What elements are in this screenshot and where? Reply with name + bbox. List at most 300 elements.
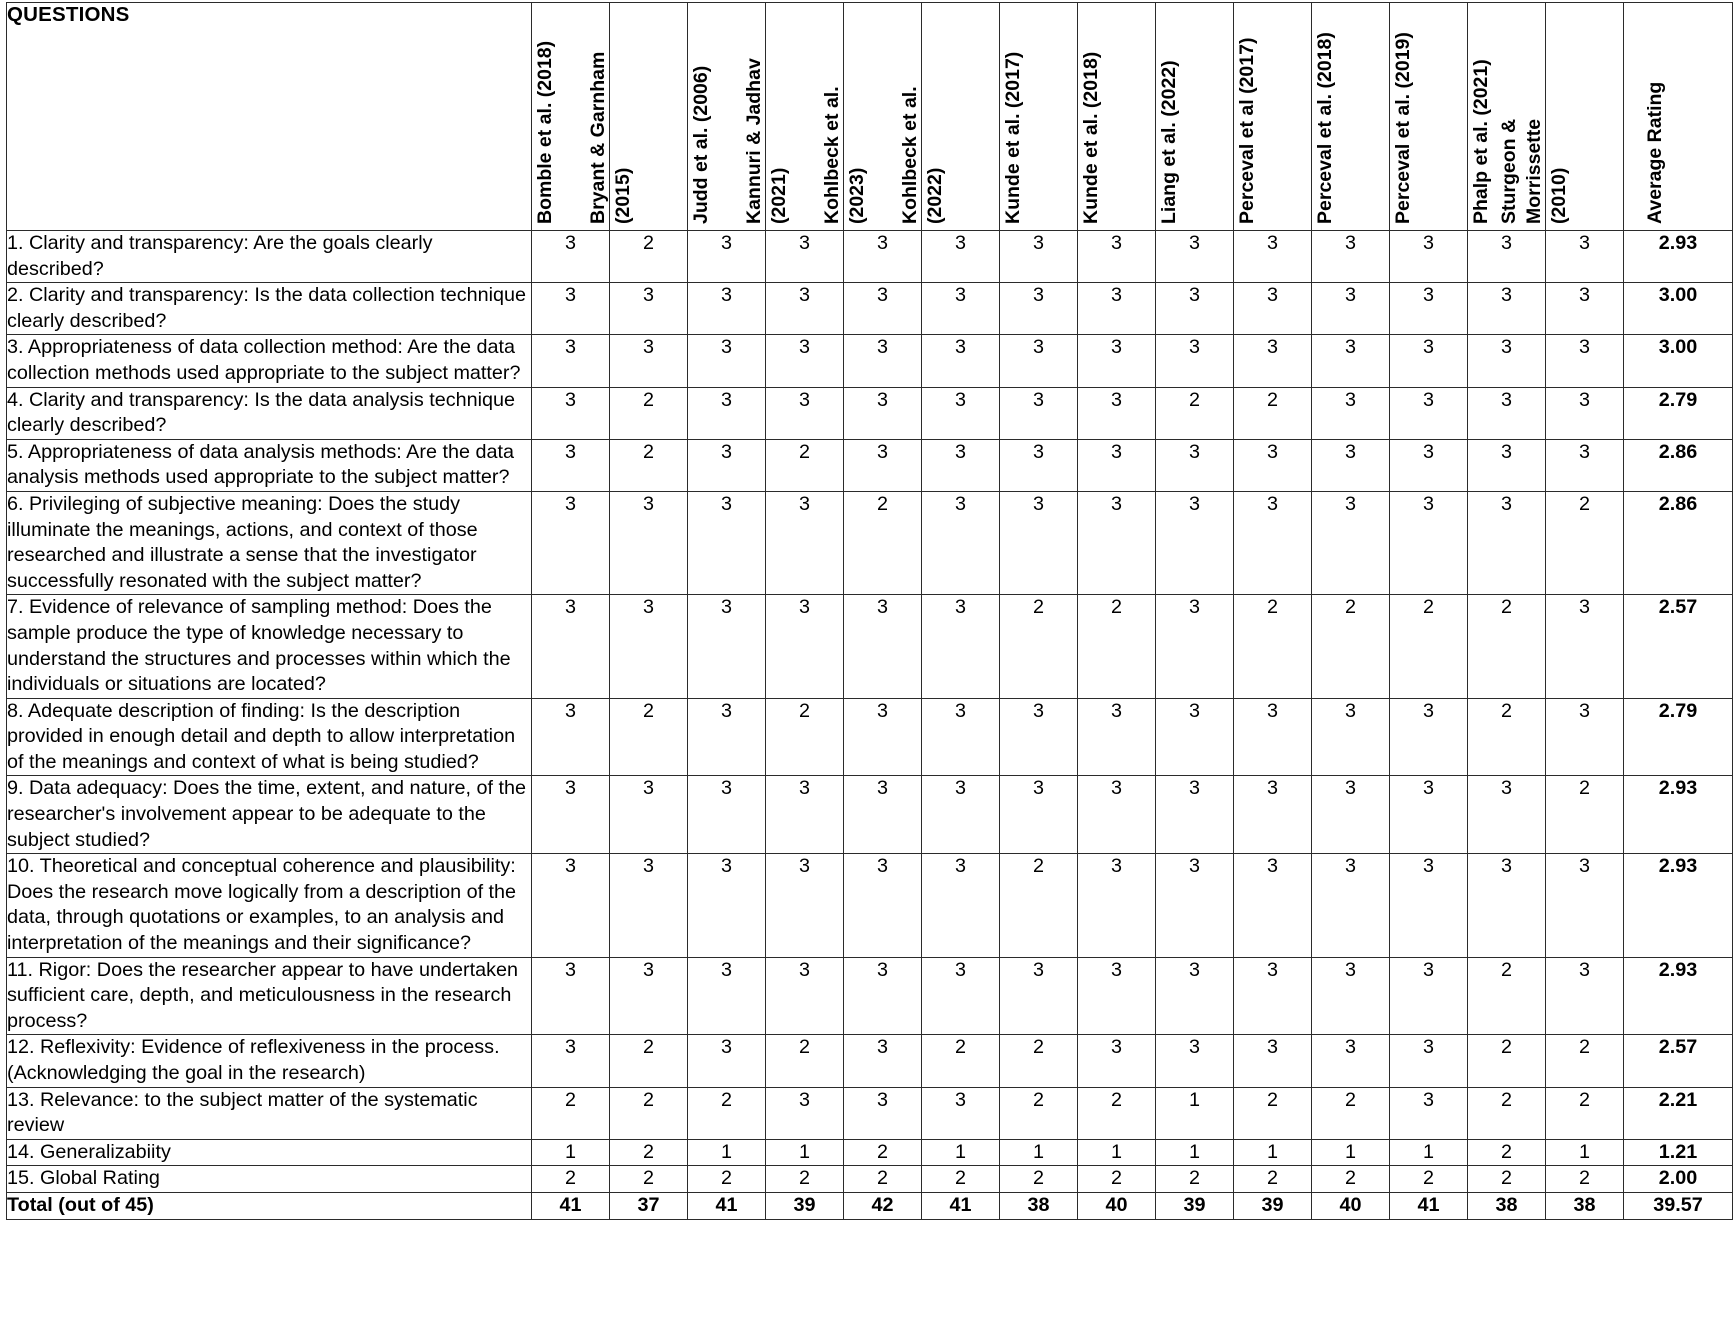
questions-column-header: QUESTIONS bbox=[7, 3, 532, 231]
rating-cell: 3 bbox=[1000, 776, 1078, 854]
study-column-header bbox=[1234, 3, 1312, 231]
rating-cell: 1 bbox=[1312, 1139, 1390, 1166]
total-score-cell: 40 bbox=[1312, 1192, 1390, 1219]
study-header-line: Judd et al. (2006) bbox=[689, 65, 712, 224]
study-header-label bbox=[1497, 119, 1572, 224]
study-header-line: Bomble et al. (2018) bbox=[533, 40, 556, 224]
study-column-header bbox=[1497, 3, 1624, 231]
rating-cell: 3 bbox=[532, 439, 610, 491]
table-row bbox=[7, 231, 1733, 283]
study-header-label bbox=[1001, 52, 1026, 224]
rating-cell: 3 bbox=[1468, 854, 1546, 957]
rating-cell: 3 bbox=[1234, 491, 1312, 594]
rating-cell: 3 bbox=[1156, 439, 1234, 491]
rating-cell: 2 bbox=[1312, 595, 1390, 698]
rating-cell: 3 bbox=[1546, 957, 1624, 1035]
rating-cell: 2 bbox=[610, 1087, 688, 1139]
rating-cell: 1 bbox=[1000, 1139, 1078, 1166]
rating-cell: 3 bbox=[1390, 231, 1468, 283]
rating-cell: 1 bbox=[766, 1139, 844, 1166]
rating-cell: 3 bbox=[1078, 854, 1156, 957]
study-header-label bbox=[1157, 60, 1182, 224]
rating-cell: 3 bbox=[1312, 387, 1390, 439]
rating-cell: 3 bbox=[766, 335, 844, 387]
average-header-label bbox=[1643, 82, 1668, 224]
average-rating-cell: 2.79 bbox=[1624, 698, 1733, 776]
rating-cell: 2 bbox=[610, 439, 688, 491]
average-rating-cell: 2.57 bbox=[1624, 1035, 1733, 1087]
rating-cell: 3 bbox=[688, 776, 766, 854]
study-header-line: Perceval et al. (2019) bbox=[1391, 32, 1414, 224]
rating-cell: 2 bbox=[1546, 776, 1624, 854]
rating-cell: 2 bbox=[1312, 1166, 1390, 1193]
rating-cell: 3 bbox=[1078, 957, 1156, 1035]
question-cell: 8. Adequate description of finding: Is the description provided in enough detail and depth to allow interpretation of the meanings and context of what is being studied? bbox=[7, 698, 532, 776]
rating-cell: 2 bbox=[1000, 595, 1078, 698]
rating-cell: 3 bbox=[1000, 957, 1078, 1035]
rating-cell: 2 bbox=[1468, 1139, 1546, 1166]
rating-cell: 3 bbox=[1234, 335, 1312, 387]
rating-cell: 3 bbox=[1546, 387, 1624, 439]
rating-cell: 3 bbox=[532, 231, 610, 283]
rating-cell: 3 bbox=[1156, 283, 1234, 335]
rating-cell: 3 bbox=[766, 776, 844, 854]
rating-cell: 3 bbox=[1312, 1035, 1390, 1087]
rating-cell: 3 bbox=[922, 776, 1000, 854]
total-score-cell: 40 bbox=[1078, 1192, 1156, 1219]
rating-cell: 3 bbox=[1390, 698, 1468, 776]
rating-cell: 1 bbox=[922, 1139, 1000, 1166]
rating-cell: 3 bbox=[1546, 595, 1624, 698]
total-score-cell: 41 bbox=[688, 1192, 766, 1219]
question-cell: 7. Evidence of relevance of sampling method: Does the sample produce the type of knowledge necessary to understand the structures and processes within which the individuals or situations are located? bbox=[7, 595, 532, 698]
question-cell: 9. Data adequacy: Does the time, extent, and nature, of the researcher's involvement appear to be adequate to the subject studied? bbox=[7, 776, 532, 854]
average-rating-cell: 2.93 bbox=[1624, 957, 1733, 1035]
rating-cell: 3 bbox=[844, 1087, 922, 1139]
rating-cell: 3 bbox=[1390, 491, 1468, 594]
rating-cell: 3 bbox=[688, 1035, 766, 1087]
rating-cell: 2 bbox=[1390, 595, 1468, 698]
rating-cell: 3 bbox=[1546, 854, 1624, 957]
rating-cell: 2 bbox=[1156, 387, 1234, 439]
study-header-label bbox=[1079, 52, 1104, 224]
rating-cell: 3 bbox=[1000, 491, 1078, 594]
rating-cell: 3 bbox=[1546, 283, 1624, 335]
rating-cell: 3 bbox=[1078, 776, 1156, 854]
total-score-cell: 39 bbox=[766, 1192, 844, 1219]
rating-cell: 3 bbox=[1390, 1087, 1468, 1139]
study-header-line: Kohlbeck et al. bbox=[898, 86, 921, 224]
rating-cell: 3 bbox=[1234, 854, 1312, 957]
rating-cell: 3 bbox=[844, 231, 922, 283]
average-rating-cell: 2.57 bbox=[1624, 595, 1733, 698]
rating-cell: 2 bbox=[766, 1166, 844, 1193]
rating-cell: 2 bbox=[1468, 1087, 1546, 1139]
study-header-line: Kannuri & Jadhav bbox=[742, 58, 765, 224]
rating-cell: 3 bbox=[1312, 698, 1390, 776]
rating-cell: 2 bbox=[610, 1139, 688, 1166]
total-score-cell: 38 bbox=[1546, 1192, 1624, 1219]
rating-cell: 2 bbox=[1234, 1087, 1312, 1139]
average-rating-cell: 2.93 bbox=[1624, 854, 1733, 957]
rating-cell: 3 bbox=[844, 698, 922, 776]
study-header-line: (2015) bbox=[611, 167, 634, 224]
rating-cell: 3 bbox=[1000, 439, 1078, 491]
table-row bbox=[7, 387, 1733, 439]
rating-cell: 3 bbox=[688, 698, 766, 776]
rating-cell: 3 bbox=[688, 491, 766, 594]
rating-cell: 3 bbox=[1390, 387, 1468, 439]
study-header-line: Perceval et al. (2018) bbox=[1313, 32, 1336, 224]
rating-cell: 3 bbox=[844, 776, 922, 854]
rating-cell: 2 bbox=[532, 1087, 610, 1139]
rating-cell: 3 bbox=[1390, 854, 1468, 957]
rating-cell: 3 bbox=[610, 957, 688, 1035]
rating-cell: 3 bbox=[922, 231, 1000, 283]
rating-cell: 2 bbox=[532, 1166, 610, 1193]
study-header-line: Sturgeon & bbox=[1497, 118, 1520, 224]
rating-cell: 3 bbox=[922, 387, 1000, 439]
total-score-cell: 39 bbox=[1234, 1192, 1312, 1219]
study-header-label bbox=[1469, 59, 1494, 224]
rating-cell: 3 bbox=[1312, 491, 1390, 594]
total-score-cell: 38 bbox=[1000, 1192, 1078, 1219]
rating-cell: 3 bbox=[1546, 439, 1624, 491]
table-row bbox=[7, 1087, 1733, 1139]
rating-cell: 2 bbox=[1468, 957, 1546, 1035]
rating-cell: 2 bbox=[1390, 1166, 1468, 1193]
rating-cell: 3 bbox=[1078, 491, 1156, 594]
study-header-label bbox=[898, 86, 948, 224]
study-header-label bbox=[742, 58, 792, 224]
rating-cell: 3 bbox=[1000, 335, 1078, 387]
rating-cell: 3 bbox=[1312, 283, 1390, 335]
rating-cell: 3 bbox=[922, 957, 1000, 1035]
total-score-cell: 38 bbox=[1468, 1192, 1546, 1219]
rating-cell: 3 bbox=[922, 854, 1000, 957]
average-rating-cell: 2.93 bbox=[1624, 231, 1733, 283]
rating-cell: 3 bbox=[532, 957, 610, 1035]
rating-cell: 3 bbox=[844, 283, 922, 335]
rating-cell: 2 bbox=[1468, 1035, 1546, 1087]
rating-cell: 3 bbox=[610, 335, 688, 387]
study-column-header bbox=[1390, 3, 1468, 231]
study-column-header bbox=[1312, 3, 1390, 231]
table-row bbox=[7, 335, 1733, 387]
rating-cell: 3 bbox=[610, 854, 688, 957]
rating-cell: 3 bbox=[1312, 335, 1390, 387]
rating-cell: 2 bbox=[1156, 1166, 1234, 1193]
rating-cell: 3 bbox=[844, 854, 922, 957]
rating-cell: 3 bbox=[766, 595, 844, 698]
rating-cell: 3 bbox=[766, 283, 844, 335]
rating-cell: 2 bbox=[1468, 595, 1546, 698]
study-column-header bbox=[586, 3, 688, 231]
table-row bbox=[7, 491, 1733, 594]
rating-cell: 3 bbox=[1390, 283, 1468, 335]
study-header-rotated-wrap bbox=[1312, 10, 1389, 224]
rating-cell: 3 bbox=[1078, 335, 1156, 387]
rating-cell: 3 bbox=[1468, 283, 1546, 335]
rating-cell: 3 bbox=[1156, 491, 1234, 594]
rating-cell: 3 bbox=[844, 957, 922, 1035]
rating-cell: 3 bbox=[922, 698, 1000, 776]
rating-cell: 2 bbox=[844, 491, 922, 594]
rating-cell: 2 bbox=[1546, 1087, 1624, 1139]
rating-cell: 3 bbox=[922, 283, 1000, 335]
rating-cell: 2 bbox=[1000, 1087, 1078, 1139]
rating-cell: 2 bbox=[1234, 1166, 1312, 1193]
rating-cell: 3 bbox=[1156, 957, 1234, 1035]
study-header-line: (2023) bbox=[845, 167, 868, 224]
rating-cell: 3 bbox=[1156, 698, 1234, 776]
question-cell: 6. Privileging of subjective meaning: Does the study illuminate the meanings, actions, and context of those researched and illustrate a sense that the investigator successfully resonated with the subject matter? bbox=[7, 491, 532, 594]
rating-cell: 2 bbox=[610, 387, 688, 439]
rating-cell: 2 bbox=[1546, 1166, 1624, 1193]
rating-cell: 2 bbox=[844, 1139, 922, 1166]
rating-cell: 3 bbox=[610, 776, 688, 854]
rating-cell: 1 bbox=[688, 1139, 766, 1166]
total-score-cell: 41 bbox=[532, 1192, 610, 1219]
rating-cell: 2 bbox=[1000, 1035, 1078, 1087]
study-header-rotated-wrap bbox=[586, 10, 687, 224]
rating-cell: 3 bbox=[1390, 776, 1468, 854]
rating-cell: 2 bbox=[1078, 595, 1156, 698]
study-column-header bbox=[1156, 3, 1234, 231]
rating-cell: 2 bbox=[1546, 491, 1624, 594]
rating-cell: 3 bbox=[1234, 231, 1312, 283]
rating-cell: 1 bbox=[532, 1139, 610, 1166]
study-header-rotated-wrap bbox=[1000, 10, 1077, 224]
study-header-label bbox=[533, 41, 558, 224]
rating-cell: 3 bbox=[532, 854, 610, 957]
rating-cell: 1 bbox=[1234, 1139, 1312, 1166]
rating-cell: 2 bbox=[766, 439, 844, 491]
study-column-header bbox=[898, 3, 1000, 231]
rating-cell: 3 bbox=[922, 439, 1000, 491]
study-header-rotated-wrap bbox=[1390, 10, 1467, 224]
rating-cell: 2 bbox=[1312, 1087, 1390, 1139]
rating-cell: 3 bbox=[1312, 957, 1390, 1035]
total-score-cell: 39 bbox=[1156, 1192, 1234, 1219]
rating-cell: 2 bbox=[1234, 387, 1312, 439]
rating-cell: 3 bbox=[610, 595, 688, 698]
table-row bbox=[7, 1166, 1733, 1193]
rating-cell: 2 bbox=[610, 698, 688, 776]
rating-cell: 3 bbox=[688, 439, 766, 491]
rating-cell: 3 bbox=[532, 698, 610, 776]
rating-cell: 3 bbox=[922, 595, 1000, 698]
rating-cell: 3 bbox=[1312, 231, 1390, 283]
rating-cell: 3 bbox=[922, 335, 1000, 387]
rating-cell: 3 bbox=[532, 283, 610, 335]
average-rating-cell: 2.00 bbox=[1624, 1166, 1733, 1193]
rating-cell: 2 bbox=[922, 1166, 1000, 1193]
study-header-label bbox=[586, 52, 636, 224]
rating-cell: 3 bbox=[1546, 335, 1624, 387]
rating-cell: 3 bbox=[1156, 231, 1234, 283]
rating-cell: 3 bbox=[532, 491, 610, 594]
rating-cell: 2 bbox=[922, 1035, 1000, 1087]
rating-cell: 3 bbox=[1546, 231, 1624, 283]
rating-cell: 3 bbox=[1078, 231, 1156, 283]
rating-cell: 2 bbox=[688, 1087, 766, 1139]
rating-cell: 3 bbox=[766, 1087, 844, 1139]
rating-cell: 2 bbox=[1078, 1087, 1156, 1139]
average-rating-cell: 3.00 bbox=[1624, 335, 1733, 387]
question-cell: 3. Appropriateness of data collection method: Are the data collection methods used appropriate to the subject matter? bbox=[7, 335, 532, 387]
table-row bbox=[7, 1035, 1733, 1087]
study-header-label bbox=[1313, 32, 1338, 224]
study-column-header bbox=[1078, 3, 1156, 231]
rating-cell: 3 bbox=[1000, 283, 1078, 335]
rating-cell: 2 bbox=[1234, 595, 1312, 698]
rating-cell: 3 bbox=[1078, 1035, 1156, 1087]
study-header-line: Phalp et al. (2021) bbox=[1469, 59, 1492, 224]
rating-cell: 3 bbox=[532, 595, 610, 698]
rating-cell: 2 bbox=[610, 1035, 688, 1087]
rating-cell: 3 bbox=[1390, 1035, 1468, 1087]
study-header-label bbox=[820, 86, 870, 224]
rating-cell: 3 bbox=[922, 491, 1000, 594]
rating-cell: 3 bbox=[1078, 698, 1156, 776]
rating-cell: 2 bbox=[1000, 854, 1078, 957]
study-header-label bbox=[1235, 38, 1260, 224]
rating-cell: 3 bbox=[1234, 698, 1312, 776]
total-score-cell: 37 bbox=[610, 1192, 688, 1219]
study-header-line: (2021) bbox=[767, 167, 790, 224]
rating-cell: 3 bbox=[1234, 1035, 1312, 1087]
question-cell: 15. Global Rating bbox=[7, 1166, 532, 1193]
study-header-line: Bryant & Garnham bbox=[586, 51, 609, 224]
table-row bbox=[7, 957, 1733, 1035]
question-cell: 1. Clarity and transparency: Are the goals clearly described? bbox=[7, 231, 532, 283]
table-row bbox=[7, 776, 1733, 854]
rating-cell: 3 bbox=[688, 335, 766, 387]
study-header-rotated-wrap bbox=[1234, 10, 1311, 224]
question-cell: 4. Clarity and transparency: Is the data analysis technique clearly described? bbox=[7, 387, 532, 439]
question-cell: 12. Reflexivity: Evidence of reflexiveness in the process. (Acknowledging the goal in the research) bbox=[7, 1035, 532, 1087]
rating-cell: 3 bbox=[1000, 698, 1078, 776]
rating-cell: 3 bbox=[1468, 387, 1546, 439]
average-header-line: Average Rating bbox=[1644, 81, 1666, 224]
rating-cell: 3 bbox=[1156, 776, 1234, 854]
rating-cell: 2 bbox=[1468, 698, 1546, 776]
average-rating-cell: 2.86 bbox=[1624, 491, 1733, 594]
rating-cell: 3 bbox=[1234, 776, 1312, 854]
average-rating-cell: 2.21 bbox=[1624, 1087, 1733, 1139]
table-row bbox=[7, 1139, 1733, 1166]
table-header bbox=[7, 3, 1733, 231]
rating-cell: 3 bbox=[532, 776, 610, 854]
rating-cell: 3 bbox=[1000, 231, 1078, 283]
total-average-cell: 39.57 bbox=[1624, 1192, 1733, 1219]
question-cell: 2. Clarity and transparency: Is the data collection technique clearly described? bbox=[7, 283, 532, 335]
rating-cell: 1 bbox=[1156, 1139, 1234, 1166]
rating-cell: 3 bbox=[532, 1035, 610, 1087]
total-label-cell: Total (out of 45) bbox=[7, 1192, 532, 1219]
rating-cell: 3 bbox=[844, 335, 922, 387]
study-header-label bbox=[1391, 32, 1416, 224]
question-cell: 5. Appropriateness of data analysis methods: Are the data analysis methods used appropriate to the subject matter? bbox=[7, 439, 532, 491]
average-rating-cell: 2.93 bbox=[1624, 776, 1733, 854]
rating-cell: 3 bbox=[1468, 491, 1546, 594]
table-body bbox=[7, 231, 1733, 1220]
total-score-cell: 41 bbox=[922, 1192, 1000, 1219]
rating-cell: 3 bbox=[1156, 595, 1234, 698]
table-row bbox=[7, 854, 1733, 957]
rating-cell: 1 bbox=[1156, 1087, 1234, 1139]
question-cell: 10. Theoretical and conceptual coherence and plausibility: Does the research move logically from a description of the data, through quotations or examples, to an analysis and interpretation of the meanings and their significance? bbox=[7, 854, 532, 957]
rating-cell: 3 bbox=[1000, 387, 1078, 439]
rating-cell: 3 bbox=[766, 231, 844, 283]
rating-cell: 3 bbox=[1078, 283, 1156, 335]
rating-cell: 1 bbox=[1546, 1139, 1624, 1166]
question-cell: 11. Rigor: Does the researcher appear to have undertaken sufficient care, depth, and meticulousness in the research process? bbox=[7, 957, 532, 1035]
rating-cell: 3 bbox=[1234, 957, 1312, 1035]
rating-cell: 3 bbox=[1312, 439, 1390, 491]
study-header-line: Morrissette bbox=[1522, 118, 1545, 224]
study-header-line: Kohlbeck et al. bbox=[820, 86, 843, 224]
header-row bbox=[7, 3, 1733, 231]
rating-cell: 3 bbox=[688, 854, 766, 957]
rating-cell: 2 bbox=[766, 1035, 844, 1087]
rating-cell: 3 bbox=[766, 854, 844, 957]
average-rating-column-header bbox=[1624, 3, 1733, 231]
rating-cell: 3 bbox=[1078, 387, 1156, 439]
study-header-line: (2010) bbox=[1547, 167, 1570, 224]
rating-cell: 3 bbox=[1234, 439, 1312, 491]
rating-cell: 3 bbox=[844, 1035, 922, 1087]
rating-cell: 3 bbox=[1156, 335, 1234, 387]
rating-cell: 3 bbox=[1390, 957, 1468, 1035]
study-header-label bbox=[689, 66, 714, 224]
average-header-rotated-wrap bbox=[1624, 10, 1732, 224]
table-row bbox=[7, 439, 1733, 491]
quality-appraisal-table bbox=[6, 2, 1733, 1220]
rating-cell: 3 bbox=[844, 439, 922, 491]
rating-cell: 3 bbox=[844, 387, 922, 439]
rating-cell: 1 bbox=[1390, 1139, 1468, 1166]
study-header-line: Kunde et al. (2017) bbox=[1001, 51, 1024, 224]
rating-cell: 3 bbox=[1156, 854, 1234, 957]
rating-cell: 1 bbox=[1078, 1139, 1156, 1166]
study-header-line: Perceval et al (2017) bbox=[1235, 37, 1258, 224]
rating-cell: 3 bbox=[688, 387, 766, 439]
rating-cell: 2 bbox=[1546, 1035, 1624, 1087]
rating-cell: 3 bbox=[766, 387, 844, 439]
rating-cell: 3 bbox=[1312, 776, 1390, 854]
total-score-cell: 41 bbox=[1390, 1192, 1468, 1219]
average-rating-cell: 2.86 bbox=[1624, 439, 1733, 491]
rating-cell: 3 bbox=[1468, 439, 1546, 491]
total-row bbox=[7, 1192, 1733, 1219]
study-column-header bbox=[1000, 3, 1078, 231]
study-header-rotated-wrap bbox=[1497, 10, 1623, 224]
rating-cell: 3 bbox=[688, 957, 766, 1035]
rating-cell: 3 bbox=[1234, 283, 1312, 335]
table-row bbox=[7, 595, 1733, 698]
question-cell: 13. Relevance: to the subject matter of the systematic review bbox=[7, 1087, 532, 1139]
study-header-line: Liang et al. (2022) bbox=[1157, 60, 1180, 224]
study-header-rotated-wrap bbox=[1156, 10, 1233, 224]
rating-cell: 3 bbox=[1546, 698, 1624, 776]
average-rating-cell: 1.21 bbox=[1624, 1139, 1733, 1166]
rating-cell: 3 bbox=[1468, 231, 1546, 283]
study-header-line: (2022) bbox=[923, 167, 946, 224]
rating-cell: 2 bbox=[1000, 1166, 1078, 1193]
rating-cell: 2 bbox=[1468, 1166, 1546, 1193]
